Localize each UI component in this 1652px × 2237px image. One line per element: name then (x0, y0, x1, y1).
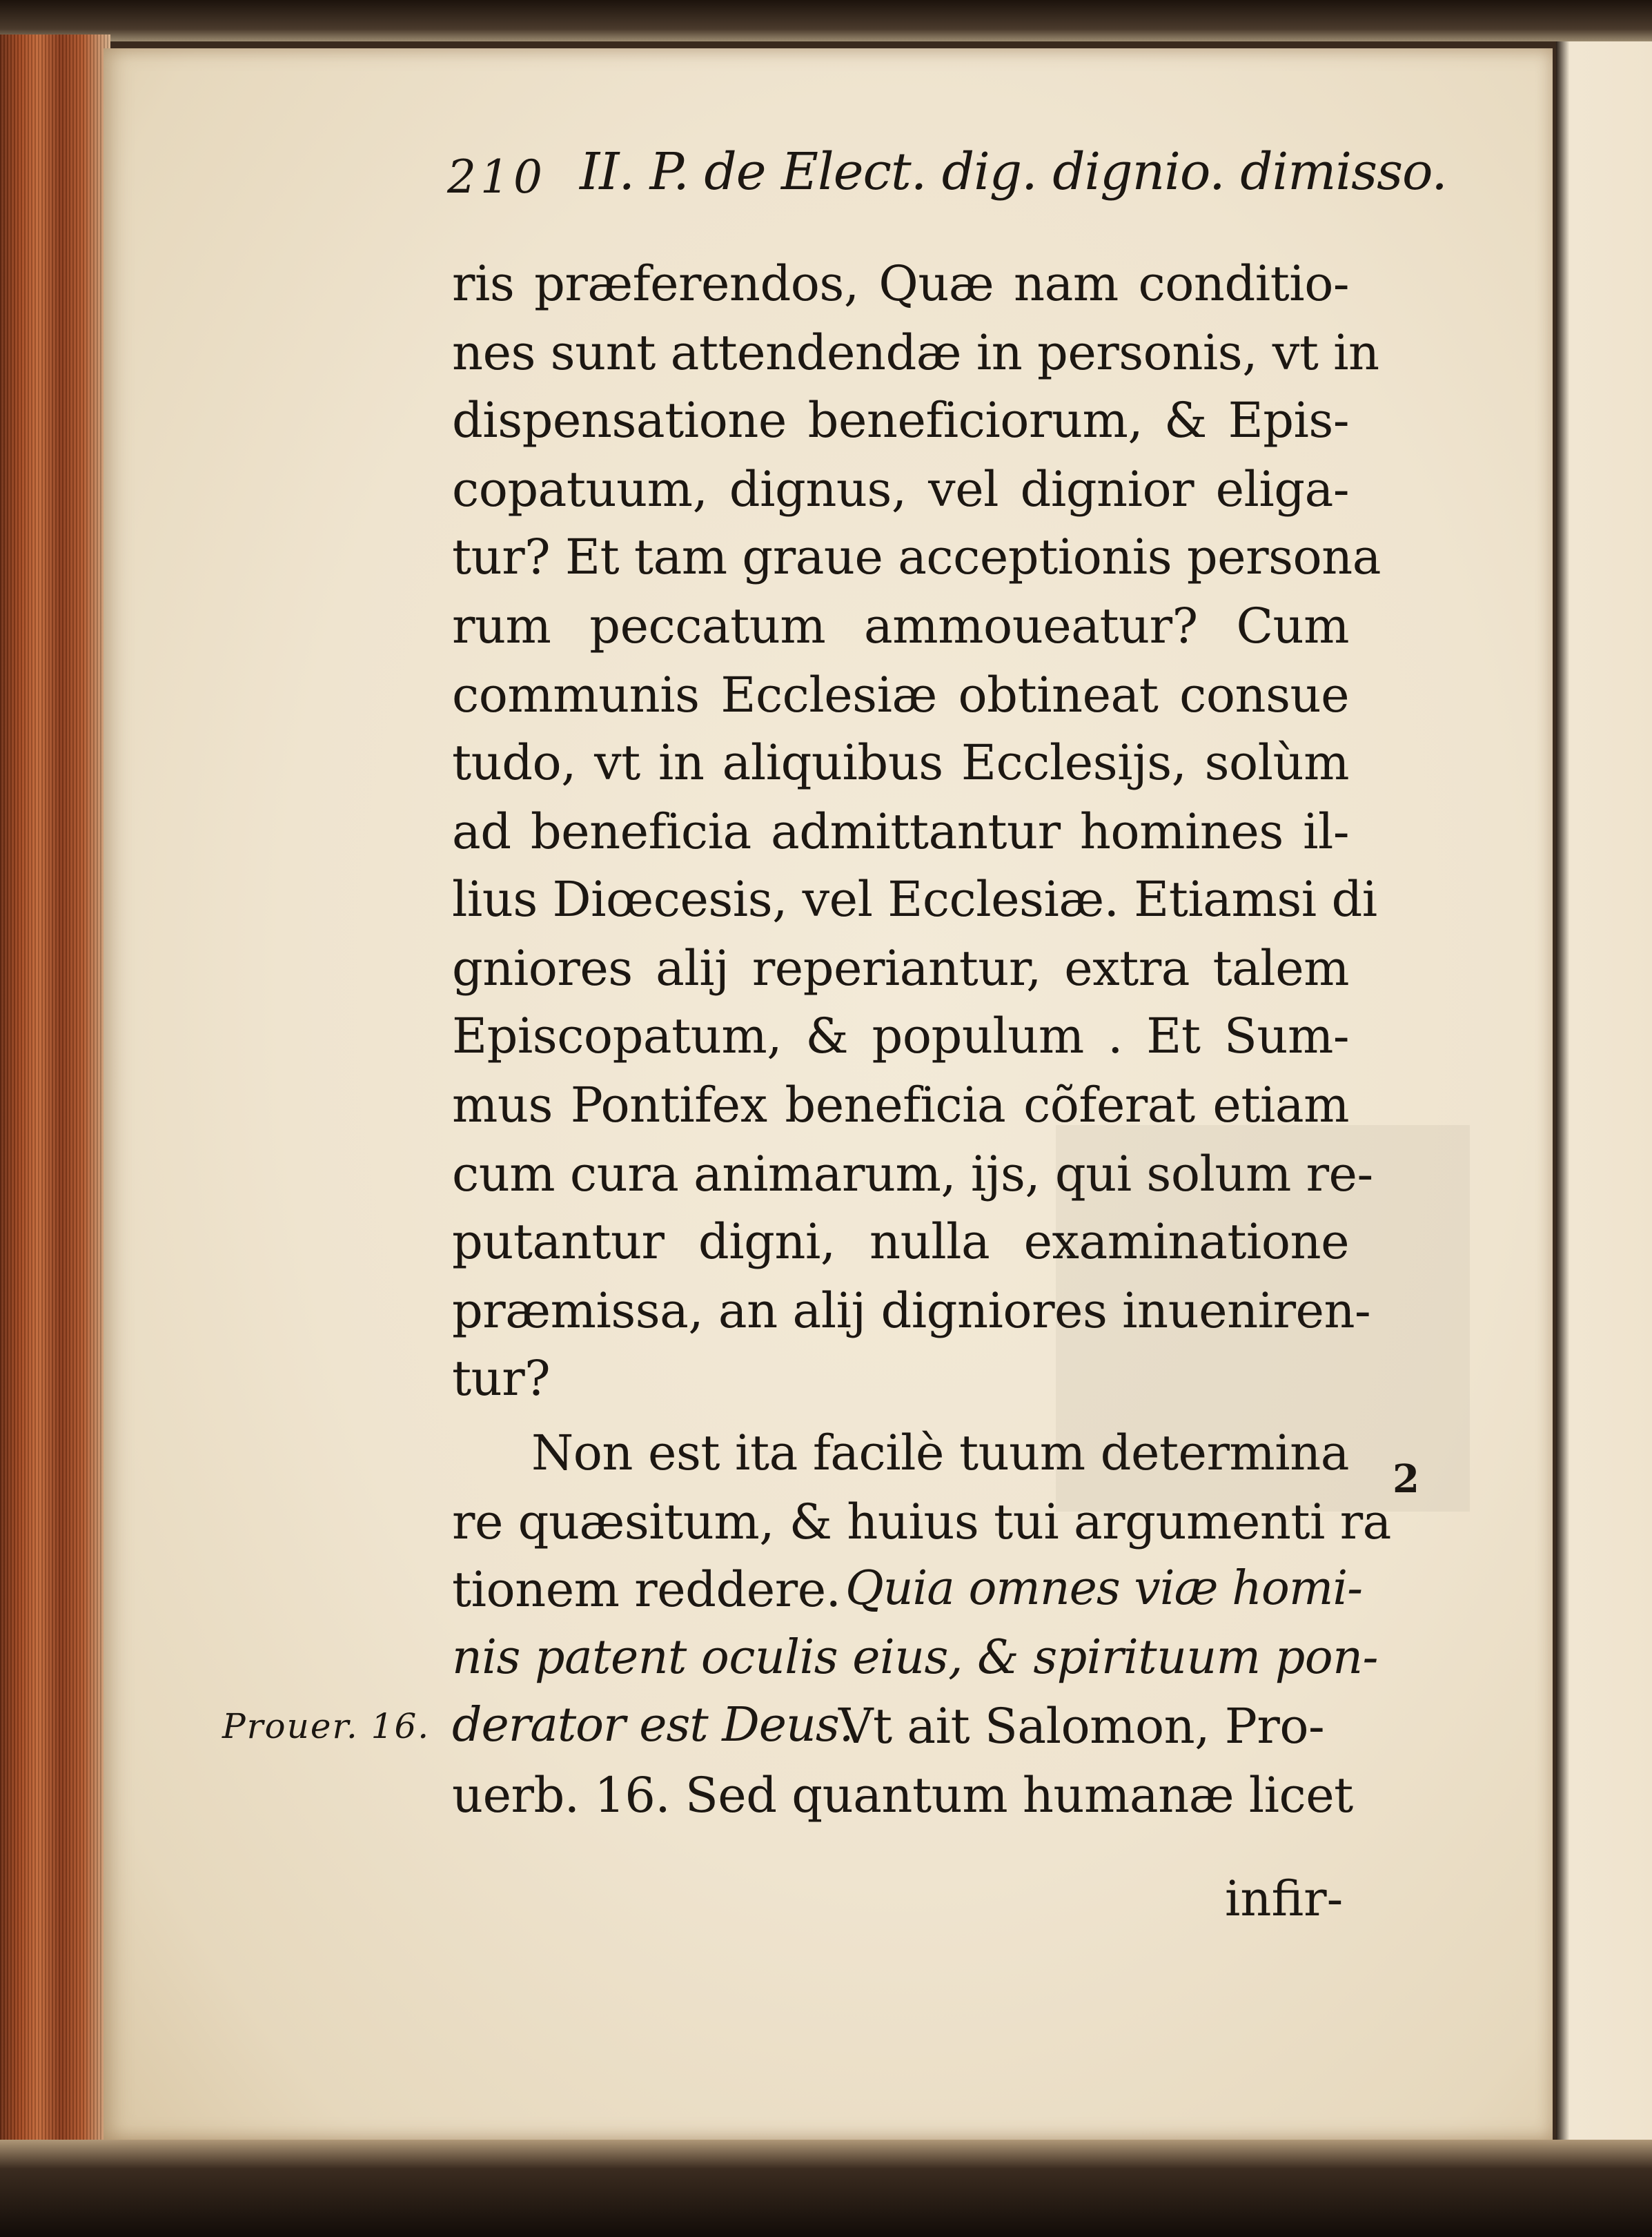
body-line-roman: Vt ait Salomon, Pro- (838, 1698, 1325, 1755)
body-line: copatuum, dignus, vel dignior eliga- (452, 461, 1349, 518)
body-line: Episcopatum, & populum . Et Sum- (452, 1008, 1349, 1064)
body-line: tur? Et tam graue acceptionis persona (452, 529, 1381, 585)
paragraph-first-line: Non est ita facilè tuum determina (531, 1425, 1349, 1481)
body-line: tur? (452, 1350, 551, 1407)
running-title: II. P. de Elect. dig. dignio. dimisso. (580, 142, 1447, 202)
book-fore-edge (0, 35, 110, 2195)
scan-bottom-edge (0, 2140, 1652, 2237)
body-line: tudo, vt in aliquibus Ecclesijs, solùm (452, 734, 1349, 791)
body-line: rum peccatum ammoueatur? Cum (452, 598, 1349, 654)
scripture-quote: nis patent oculis eius, & spirituum pon- (452, 1630, 1378, 1685)
body-line: lius Diœcesis, vel Ecclesiæ. Etiamsi di (452, 871, 1377, 928)
body-line: communis Ecclesiæ obtineat consue (452, 667, 1349, 723)
body-line: nes sunt attendendæ in personis, vt in (452, 324, 1379, 381)
body-line: mus Pontifex beneficia cõferat etiam (452, 1077, 1349, 1133)
scripture-quote: Quia omnes viæ homi- (845, 1561, 1363, 1616)
body-line: ris præferendos, Quæ nam conditio- (452, 255, 1349, 312)
catchword: infir- (1225, 1870, 1344, 1927)
marginal-reference: Prouer. 16. (222, 1706, 431, 1746)
page-number: 210 (447, 150, 547, 204)
body-line: dispensatione beneficiorum, & Epis- (452, 392, 1349, 449)
body-line-roman: tionem reddere. (452, 1561, 841, 1618)
scripture-quote: derator est Deus. (452, 1698, 854, 1752)
body-line: re quæsitum, & huius tui argumenti ra (452, 1494, 1391, 1550)
body-line: gniores alij reperiantur, extra talem (452, 940, 1349, 997)
scan-top-edge (0, 0, 1652, 41)
body-line: cum cura animarum, ijs, qui solum re- (452, 1146, 1373, 1202)
body-line: præmissa, an alij digniores inueniren- (452, 1282, 1371, 1339)
body-line: ad beneficia admittantur homines il- (452, 803, 1349, 860)
body-line: putantur digni, nulla examinatione (452, 1213, 1349, 1270)
body-line: uerb. 16. Sed quantum humanæ licet (452, 1767, 1353, 1824)
section-number: 2 (1393, 1456, 1419, 1502)
adjacent-page-edge (1556, 41, 1652, 2167)
